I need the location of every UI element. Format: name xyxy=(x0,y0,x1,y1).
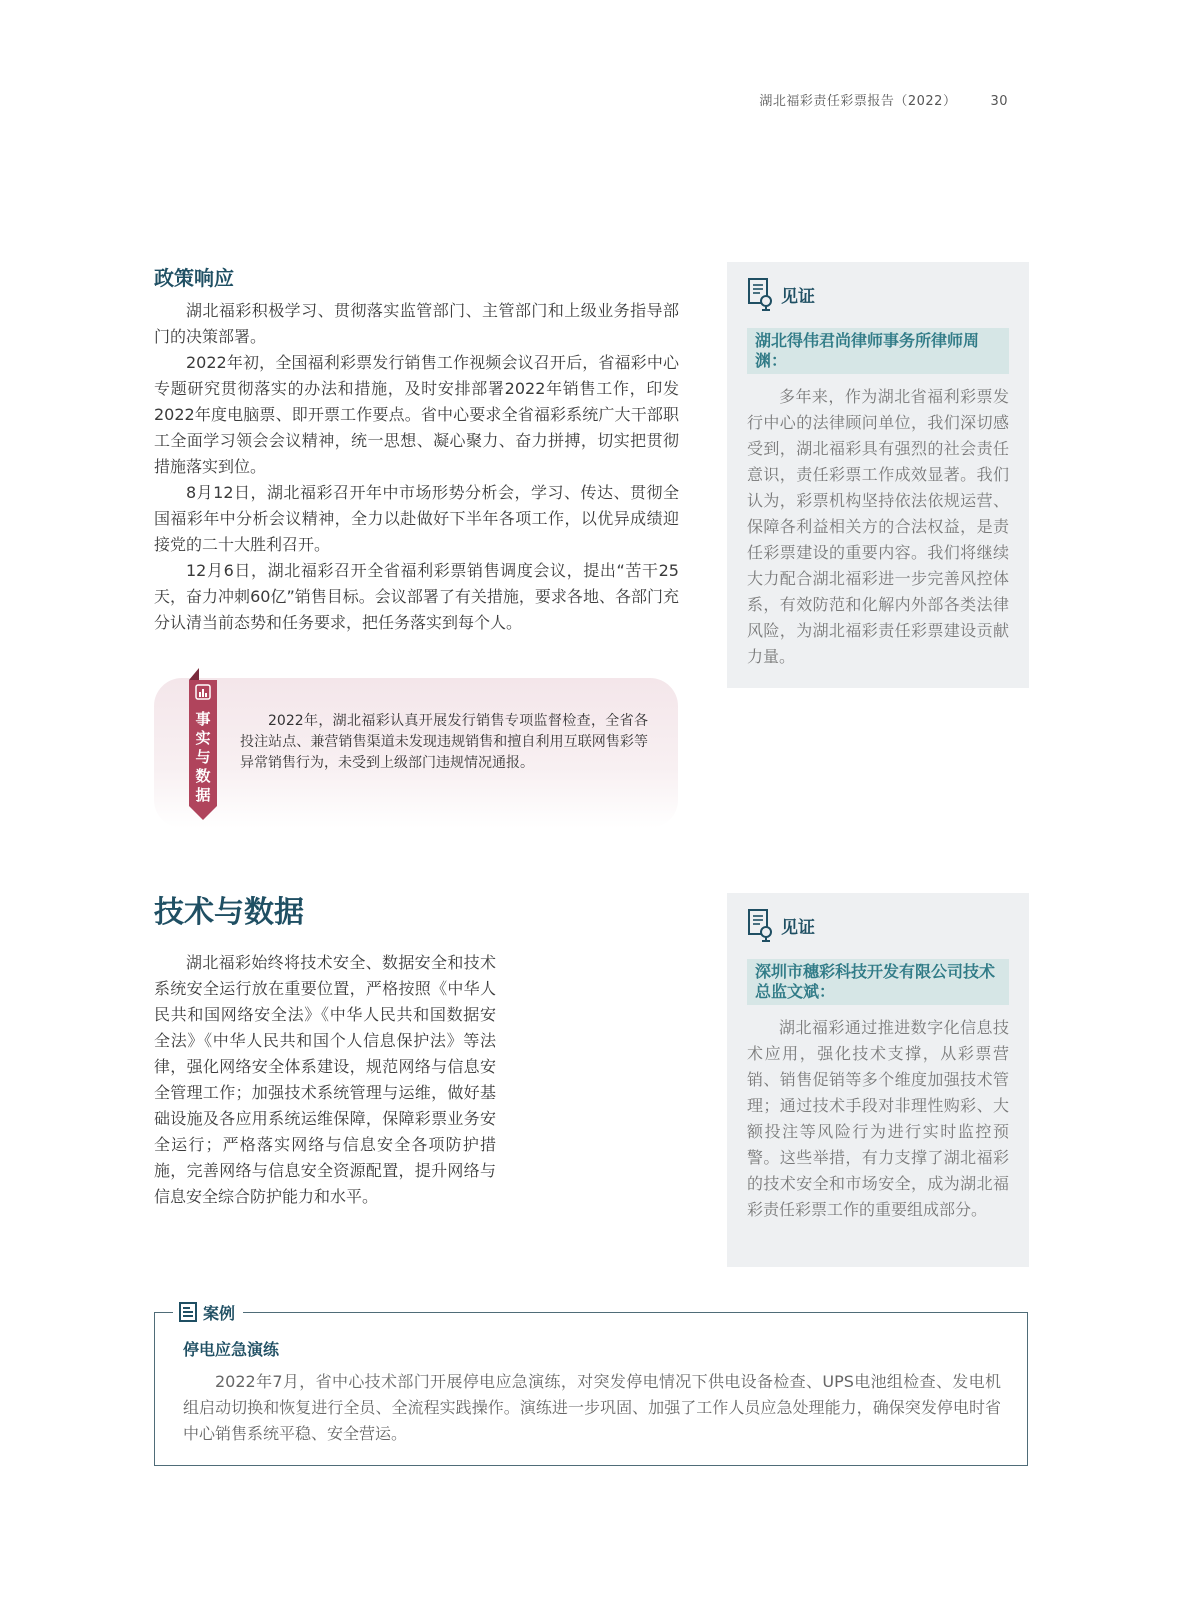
witness-label: 见证 xyxy=(781,917,815,938)
tech-paragraph: 湖北福彩始终将技术安全、数据安全和技术系统安全运行放在重要位置，严格按照《中华人民共和国网络安全法》《中华人民共和国数据安全法》《中华人民共和国个人信息保护法》等法律，强化网络安全体系建设，规范网络与信息安全管理工作；加强技术系统管理与运维，做好基础设施及各应用系统运维保障，保障彩票业务安全运行；严格落实网络与信息安全各项防护措施，完善网络与信息安全资源配置，提升网络与信息安全综合防护能力和水平。 xyxy=(154,953,496,1206)
witness-panel-lawyer xyxy=(727,262,1029,688)
report-title: 湖北福彩责任彩票报告（2022） xyxy=(759,94,957,109)
witness-text: 多年来，作为湖北省福利彩票发行中心的法律顾问单位，我们深切感受到，湖北福彩具有强烈的社会责任意识，责任彩票工作成效显著。我们认为，彩票机构坚持依法依规运营、保障各利益相关方的合法权益，是责任彩票建设的重要内容。我们将继续大力配合湖北福彩进一步完善风控体系，有效防范和化解内外部各类法律风险，为湖北福彩责任彩票建设贡献力量。 xyxy=(747,387,1009,666)
case-document-icon xyxy=(179,1302,197,1322)
witness-name: 湖北得伟君尚律师事务所律师周渊： xyxy=(747,328,1009,374)
fact-text: 2022年，湖北福彩认真开展发行销售专项监督检查，全省各投注站点、兼营销售渠道未发现违规销售和擅自利用互联网售彩等异常销售行为，未受到上级部门违规情况通报。 xyxy=(240,713,648,771)
policy-paragraph: 湖北福彩积极学习、贯彻落实监管部门、主管部门和上级业务指导部门的决策部署。 xyxy=(154,301,679,346)
witness-panel-tech xyxy=(727,893,1029,1267)
policy-heading: 政策响应 xyxy=(154,266,234,290)
case-legend xyxy=(173,1300,243,1324)
page-number: 30 xyxy=(990,94,1008,109)
case-title: 停电应急演练 xyxy=(183,1340,280,1359)
bar-chart-icon xyxy=(195,684,211,700)
witness-text: 湖北福彩通过推进数字化信息技术应用，强化技术支撑，从彩票营销、销售促销等多个维度加强技术管理；通过技术手段对非理性购彩、大额投注等风险行为进行实时监控预警。这些举措，有力支撑了湖北福彩的技术安全和市场安全，成为湖北福彩责任彩票工作的重要组成部分。 xyxy=(747,1018,1009,1219)
witness-name: 深圳市穗彩科技开发有限公司技术总监文斌： xyxy=(747,959,1009,1005)
policy-text xyxy=(154,298,679,636)
witness-header xyxy=(747,907,815,943)
case-label: 案例 xyxy=(203,1303,236,1323)
page-header xyxy=(759,90,1008,109)
policy-paragraph: 2022年初，全国福利彩票发行销售工作视频会议召开后，省福彩中心专题研究贯彻落实的办法和措施，及时安排部署2022年销售工作，印发2022年度电脑票、即开票工作要点。省中心要求全省福彩系统广大干部职工全面学习领会会议精神，统一思想、凝心聚力、奋力拼搏，切实把贯彻措施落实到位。 xyxy=(154,353,679,476)
case-text: 2022年7月，省中心技术部门开展停电应急演练，对突发停电情况下供电设备检查、UPS电池组检查、发电机组启动切换和恢复进行全员、全流程实践操作。演练进一步巩固、加强了工作人员应急处理能力，确保突发停电时省中心销售系统平稳、安全营运。 xyxy=(183,1372,1001,1443)
fact-tag: 事实与数据 xyxy=(195,710,211,804)
witness-header xyxy=(747,276,815,312)
policy-paragraph: 12月6日，湖北福彩召开全省福利彩票销售调度会议，提出“苦干25天，奋力冲刺60亿”销售目标。会议部署了有关措施，要求各地、各部门充分认清当前态势和任务要求，把任务落实到每个人。 xyxy=(154,561,679,632)
tech-heading: 技术与数据 xyxy=(154,895,304,930)
witness-document-icon xyxy=(747,908,773,942)
policy-paragraph: 8月12日，湖北福彩召开年中市场形势分析会，学习、传达、贯彻全国福彩年中分析会议精神，全力以赴做好下半年各项工作，以优异成绩迎接党的二十大胜利召开。 xyxy=(154,483,679,554)
witness-document-icon xyxy=(747,277,773,311)
witness-label: 见证 xyxy=(781,286,815,307)
tech-text xyxy=(154,950,496,1210)
